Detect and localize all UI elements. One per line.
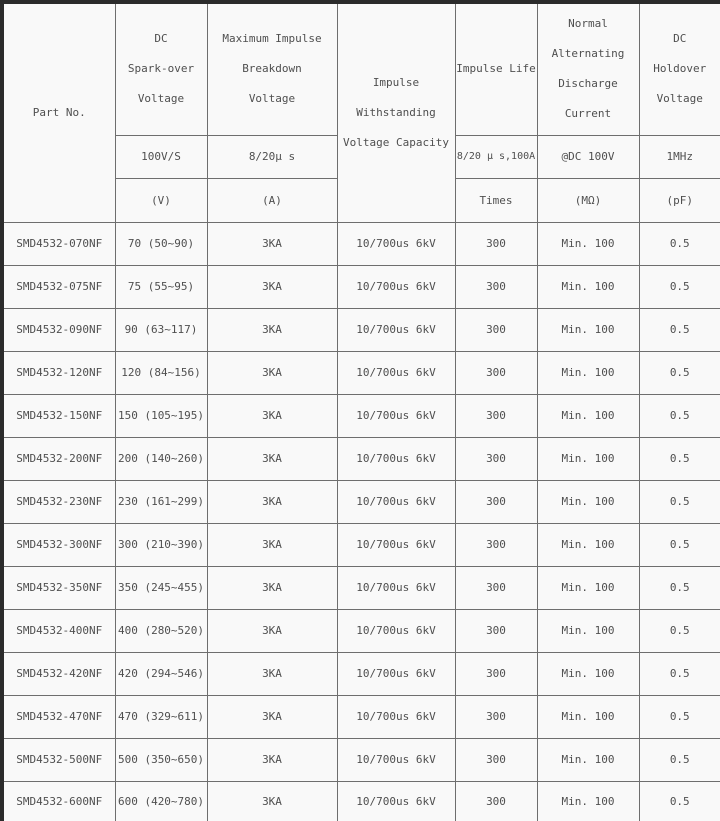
cell-dc-holdover-voltage: 0.5 bbox=[639, 738, 720, 781]
unit-dc-sparkover: (V) bbox=[115, 178, 207, 222]
cell-normal-alternating-discharge-current: Min. 100 bbox=[537, 351, 639, 394]
cell-impulse-life: 300 bbox=[455, 394, 537, 437]
cell-part-no: SMD4532-600NF bbox=[2, 781, 115, 821]
unit-max-impulse: (A) bbox=[207, 178, 337, 222]
cell-normal-alternating-discharge-current: Min. 100 bbox=[537, 781, 639, 821]
cell-dc-sparkover-voltage: 70 (50~90) bbox=[115, 222, 207, 265]
cell-dc-holdover-voltage: 0.5 bbox=[639, 394, 720, 437]
cell-impulse-life: 300 bbox=[455, 738, 537, 781]
cell-dc-sparkover-voltage: 75 (55~95) bbox=[115, 265, 207, 308]
cell-normal-alternating-discharge-current: Min. 100 bbox=[537, 394, 639, 437]
cell-impulse-withstanding-voltage-capacity: 10/700us 6kV bbox=[337, 222, 455, 265]
cell-impulse-life: 300 bbox=[455, 781, 537, 821]
cell-impulse-withstanding-voltage-capacity: 10/700us 6kV bbox=[337, 695, 455, 738]
cell-dc-holdover-voltage: 0.5 bbox=[639, 523, 720, 566]
cell-normal-alternating-discharge-current: Min. 100 bbox=[537, 523, 639, 566]
cell-impulse-life: 300 bbox=[455, 222, 537, 265]
condition-impulse-life: 8/20 μ s,100A bbox=[455, 135, 537, 178]
table-row bbox=[2, 523, 720, 566]
cell-max-impulse-breakdown-voltage: 3KA bbox=[207, 308, 337, 351]
table-row bbox=[2, 695, 720, 738]
table-row bbox=[2, 437, 720, 480]
header-label: Voltage bbox=[248, 92, 296, 106]
header-label: Voltage bbox=[656, 92, 703, 106]
header-row-titles bbox=[2, 2, 720, 135]
cell-part-no: SMD4532-500NF bbox=[2, 738, 115, 781]
table-row bbox=[2, 265, 720, 308]
cell-max-impulse-breakdown-voltage: 3KA bbox=[207, 695, 337, 738]
header-label: Breakdown bbox=[242, 62, 302, 76]
cell-dc-holdover-voltage: 0.5 bbox=[639, 265, 720, 308]
header-label: DC bbox=[673, 32, 687, 46]
table-row bbox=[2, 351, 720, 394]
cell-max-impulse-breakdown-voltage: 3KA bbox=[207, 738, 337, 781]
table-row bbox=[2, 566, 720, 609]
cell-impulse-withstanding-voltage-capacity: 10/700us 6kV bbox=[337, 351, 455, 394]
header-label: Alternating bbox=[551, 47, 625, 61]
cell-dc-sparkover-voltage: 600 (420~780) bbox=[115, 781, 207, 821]
cell-part-no: SMD4532-350NF bbox=[2, 566, 115, 609]
cell-normal-alternating-discharge-current: Min. 100 bbox=[537, 609, 639, 652]
header-dc-holdover-voltage bbox=[639, 2, 720, 135]
cell-max-impulse-breakdown-voltage: 3KA bbox=[207, 781, 337, 821]
cell-dc-holdover-voltage: 0.5 bbox=[639, 695, 720, 738]
header-part-no bbox=[2, 2, 115, 222]
unit-discharge-current: (MΩ) bbox=[537, 178, 639, 222]
cell-impulse-withstanding-voltage-capacity: 10/700us 6kV bbox=[337, 265, 455, 308]
header-label: Spark-over bbox=[127, 62, 195, 76]
cell-dc-holdover-voltage: 0.5 bbox=[639, 566, 720, 609]
cell-dc-holdover-voltage: 0.5 bbox=[639, 351, 720, 394]
cell-max-impulse-breakdown-voltage: 3KA bbox=[207, 394, 337, 437]
cell-dc-sparkover-voltage: 90 (63~117) bbox=[115, 308, 207, 351]
cell-part-no: SMD4532-300NF bbox=[2, 523, 115, 566]
cell-max-impulse-breakdown-voltage: 3KA bbox=[207, 480, 337, 523]
spec-table-body bbox=[2, 222, 720, 821]
cell-dc-sparkover-voltage: 120 (84~156) bbox=[115, 351, 207, 394]
condition-discharge-current: @DC 100V bbox=[537, 135, 639, 178]
cell-part-no: SMD4532-200NF bbox=[2, 437, 115, 480]
cell-dc-sparkover-voltage: 470 (329~611) bbox=[115, 695, 207, 738]
cell-dc-sparkover-voltage: 400 (280~520) bbox=[115, 609, 207, 652]
cell-max-impulse-breakdown-voltage: 3KA bbox=[207, 222, 337, 265]
cell-dc-holdover-voltage: 0.5 bbox=[639, 781, 720, 821]
cell-max-impulse-breakdown-voltage: 3KA bbox=[207, 437, 337, 480]
condition-dc-sparkover: 100V/S bbox=[115, 135, 207, 178]
cell-normal-alternating-discharge-current: Min. 100 bbox=[537, 652, 639, 695]
header-label: DC bbox=[154, 32, 168, 46]
cell-dc-sparkover-voltage: 230 (161~299) bbox=[115, 480, 207, 523]
cell-max-impulse-breakdown-voltage: 3KA bbox=[207, 351, 337, 394]
cell-impulse-life: 300 bbox=[455, 265, 537, 308]
header-normal-alternating-discharge-current bbox=[537, 2, 639, 135]
table-row bbox=[2, 652, 720, 695]
cell-impulse-withstanding-voltage-capacity: 10/700us 6kV bbox=[337, 738, 455, 781]
table-row bbox=[2, 738, 720, 781]
header-label: Impulse bbox=[372, 75, 420, 89]
header-label: Voltage bbox=[137, 92, 185, 106]
cell-dc-sparkover-voltage: 420 (294~546) bbox=[115, 652, 207, 695]
cell-part-no: SMD4532-070NF bbox=[2, 222, 115, 265]
header-label: Holdover bbox=[653, 62, 707, 76]
cell-normal-alternating-discharge-current: Min. 100 bbox=[537, 308, 639, 351]
cell-max-impulse-breakdown-voltage: 3KA bbox=[207, 652, 337, 695]
cell-dc-holdover-voltage: 0.5 bbox=[639, 609, 720, 652]
spec-table-header bbox=[2, 2, 720, 222]
cell-normal-alternating-discharge-current: Min. 100 bbox=[537, 265, 639, 308]
cell-impulse-life: 300 bbox=[455, 695, 537, 738]
cell-impulse-withstanding-voltage-capacity: 10/700us 6kV bbox=[337, 394, 455, 437]
cell-impulse-life: 300 bbox=[455, 308, 537, 351]
table-row bbox=[2, 308, 720, 351]
cell-part-no: SMD4532-090NF bbox=[2, 308, 115, 351]
cell-part-no: SMD4532-230NF bbox=[2, 480, 115, 523]
header-impulse-withstanding-voltage-capacity bbox=[337, 2, 455, 222]
header-label: Current bbox=[564, 107, 612, 121]
table-row bbox=[2, 609, 720, 652]
cell-impulse-life: 300 bbox=[455, 523, 537, 566]
cell-max-impulse-breakdown-voltage: 3KA bbox=[207, 523, 337, 566]
cell-normal-alternating-discharge-current: Min. 100 bbox=[537, 222, 639, 265]
cell-part-no: SMD4532-150NF bbox=[2, 394, 115, 437]
cell-normal-alternating-discharge-current: Min. 100 bbox=[537, 695, 639, 738]
cell-dc-sparkover-voltage: 150 (105~195) bbox=[115, 394, 207, 437]
cell-normal-alternating-discharge-current: Min. 100 bbox=[537, 437, 639, 480]
cell-dc-sparkover-voltage: 500 (350~650) bbox=[115, 738, 207, 781]
header-label: Discharge bbox=[558, 77, 618, 91]
table-row bbox=[2, 394, 720, 437]
cell-dc-holdover-voltage: 0.5 bbox=[639, 652, 720, 695]
cell-part-no: SMD4532-075NF bbox=[2, 265, 115, 308]
cell-dc-holdover-voltage: 0.5 bbox=[639, 480, 720, 523]
condition-holdover: 1MHz bbox=[639, 135, 720, 178]
cell-impulse-withstanding-voltage-capacity: 10/700us 6kV bbox=[337, 566, 455, 609]
header-label: Part No. bbox=[32, 105, 86, 119]
header-label: Normal bbox=[568, 17, 608, 31]
cell-impulse-life: 300 bbox=[455, 609, 537, 652]
cell-part-no: SMD4532-420NF bbox=[2, 652, 115, 695]
cell-impulse-life: 300 bbox=[455, 652, 537, 695]
cell-impulse-life: 300 bbox=[455, 480, 537, 523]
cell-dc-holdover-voltage: 0.5 bbox=[639, 437, 720, 480]
cell-dc-holdover-voltage: 0.5 bbox=[639, 308, 720, 351]
header-impulse-life bbox=[455, 2, 537, 135]
cell-max-impulse-breakdown-voltage: 3KA bbox=[207, 566, 337, 609]
cell-normal-alternating-discharge-current: Min. 100 bbox=[537, 480, 639, 523]
cell-part-no: SMD4532-400NF bbox=[2, 609, 115, 652]
table-row bbox=[2, 781, 720, 821]
header-label: Withstanding bbox=[356, 105, 436, 119]
cell-max-impulse-breakdown-voltage: 3KA bbox=[207, 609, 337, 652]
cell-impulse-withstanding-voltage-capacity: 10/700us 6kV bbox=[337, 437, 455, 480]
unit-holdover: (pF) bbox=[639, 178, 720, 222]
table-row bbox=[2, 222, 720, 265]
cell-normal-alternating-discharge-current: Min. 100 bbox=[537, 738, 639, 781]
cell-dc-sparkover-voltage: 300 (210~390) bbox=[115, 523, 207, 566]
cell-impulse-life: 300 bbox=[455, 437, 537, 480]
header-label: Impulse Life bbox=[456, 62, 536, 76]
header-max-impulse-breakdown-voltage bbox=[207, 2, 337, 135]
table-row bbox=[2, 480, 720, 523]
cell-impulse-withstanding-voltage-capacity: 10/700us 6kV bbox=[337, 308, 455, 351]
header-label: Maximum Impulse bbox=[222, 32, 322, 46]
cell-impulse-withstanding-voltage-capacity: 10/700us 6kV bbox=[337, 523, 455, 566]
cell-dc-holdover-voltage: 0.5 bbox=[639, 222, 720, 265]
cell-impulse-withstanding-voltage-capacity: 10/700us 6kV bbox=[337, 781, 455, 821]
cell-max-impulse-breakdown-voltage: 3KA bbox=[207, 265, 337, 308]
cell-part-no: SMD4532-470NF bbox=[2, 695, 115, 738]
cell-dc-sparkover-voltage: 350 (245~455) bbox=[115, 566, 207, 609]
header-dc-sparkover-voltage bbox=[115, 2, 207, 135]
cell-impulse-withstanding-voltage-capacity: 10/700us 6kV bbox=[337, 480, 455, 523]
header-label: Voltage Capacity bbox=[343, 135, 449, 149]
unit-impulse-life: Times bbox=[455, 178, 537, 222]
cell-impulse-withstanding-voltage-capacity: 10/700us 6kV bbox=[337, 609, 455, 652]
cell-dc-sparkover-voltage: 200 (140~260) bbox=[115, 437, 207, 480]
cell-impulse-life: 300 bbox=[455, 566, 537, 609]
cell-part-no: SMD4532-120NF bbox=[2, 351, 115, 394]
cell-impulse-life: 300 bbox=[455, 351, 537, 394]
cell-impulse-withstanding-voltage-capacity: 10/700us 6kV bbox=[337, 652, 455, 695]
condition-max-impulse: 8/20μ s bbox=[207, 135, 337, 178]
cell-normal-alternating-discharge-current: Min. 100 bbox=[537, 566, 639, 609]
